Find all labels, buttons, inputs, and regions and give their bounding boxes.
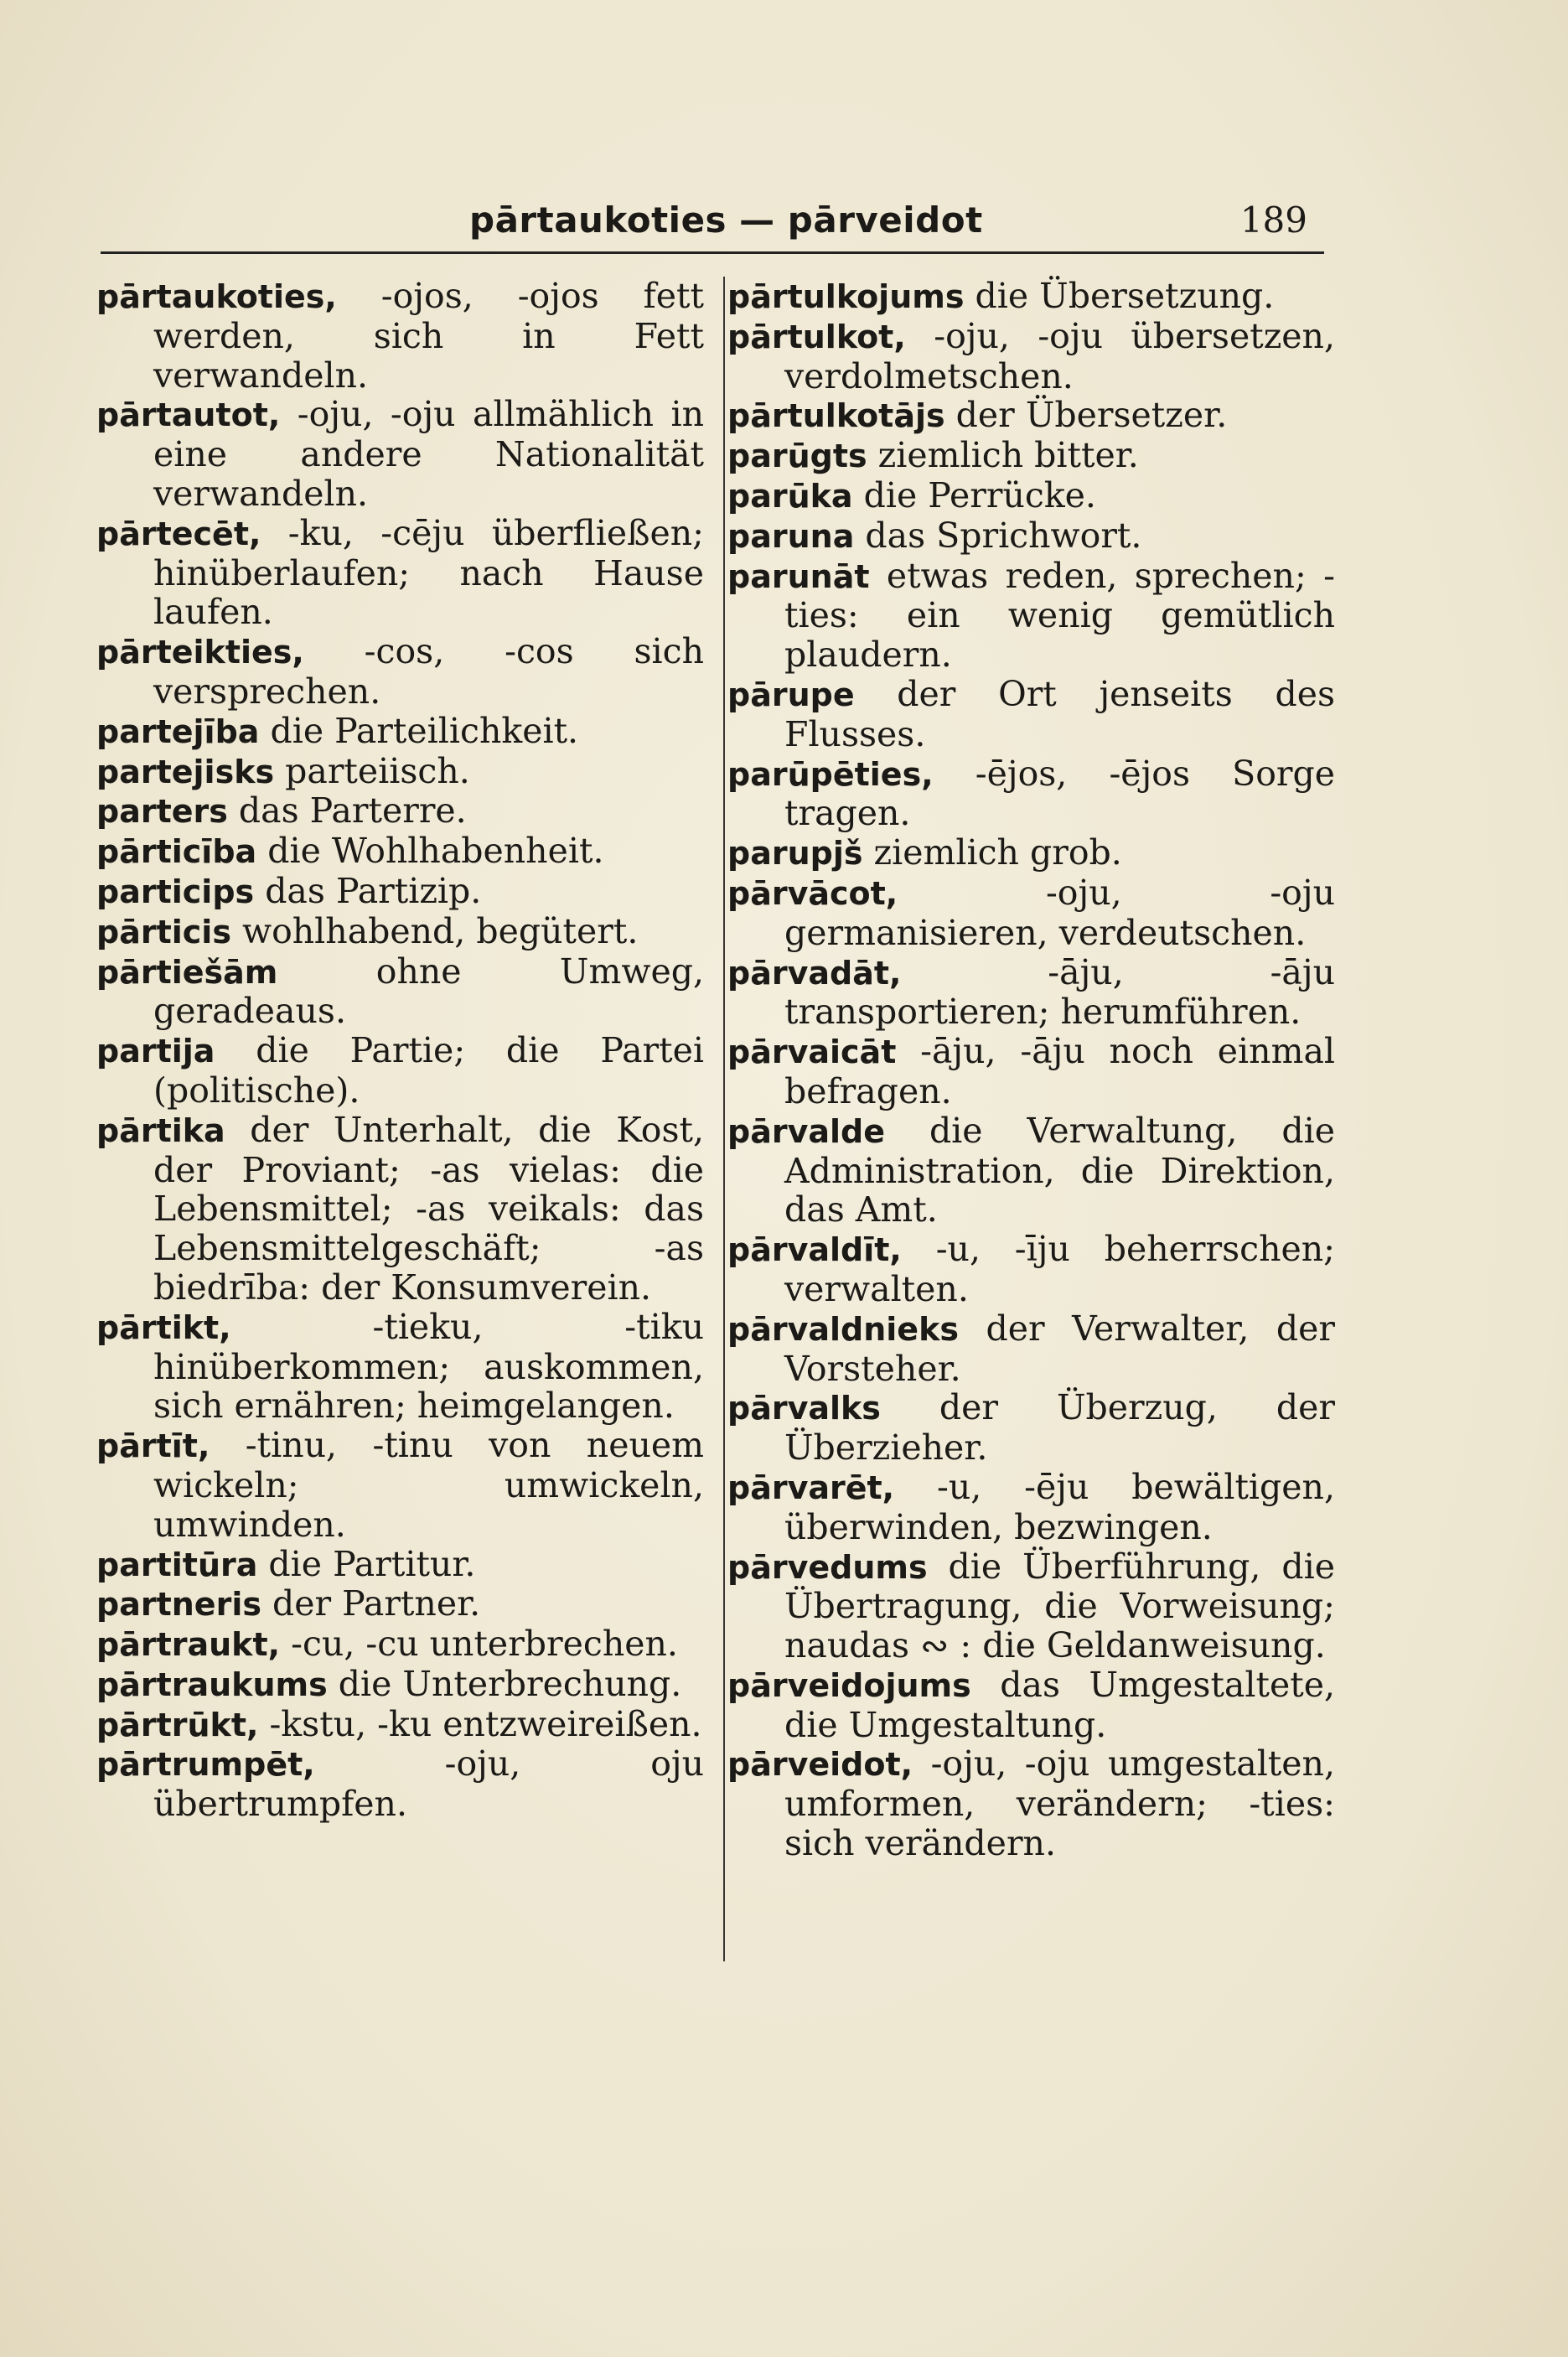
entry-headword: pārtikt,: [96, 1308, 231, 1346]
entry-definition: -cu, -cu unterbrechen.: [280, 1624, 678, 1665]
entry-definition: das Parterre.: [227, 790, 467, 831]
dictionary-entry: [96, 1665, 704, 1705]
entry-definition: der Übersetzer.: [944, 395, 1228, 436]
entry-definition: der Verwalter, der Vorsteher.: [784, 1308, 1335, 1389]
dictionary-entry: [96, 1031, 704, 1111]
dictionary-entry: [727, 675, 1335, 754]
dictionary-entry: [727, 1665, 1335, 1745]
entry-definition: -oju, -oju umgestalten, umformen, verändern; -ties: sich verändern.: [784, 1743, 1335, 1864]
left-column: [96, 277, 704, 1824]
entry-headword: parūpēties,: [727, 755, 934, 793]
entry-definition: parteiisch.: [274, 750, 470, 791]
entry-headword: pārtecēt,: [96, 515, 261, 552]
entry-headword: partitūra: [96, 1546, 258, 1583]
entry-headword: pārvācot,: [727, 874, 898, 912]
entry-definition: -āju, -āju noch einmal befragen.: [784, 1031, 1335, 1111]
entry-headword: pārvedums: [727, 1548, 928, 1586]
running-header: [101, 199, 1324, 250]
entry-headword: pārticība: [96, 833, 257, 871]
dictionary-entry: [727, 1468, 1335, 1547]
entry-definition: der Überzug, der Überzieher.: [784, 1387, 1335, 1469]
entry-definition: der Unterhalt, die Kost, der Proviant; -as vielas: die Lebensmittel; -as veikals: das Lebensmittelgeschäft; -as biedrība: der Konsumverein.: [153, 1109, 704, 1308]
dictionary-entry: [727, 1111, 1335, 1230]
entry-headword: pārvalde: [727, 1112, 885, 1150]
dictionary-entry: [727, 754, 1335, 834]
entry-definition: die Partie; die Partei (politische).: [153, 1030, 704, 1111]
right-column: [727, 277, 1335, 1863]
entry-headword: pārvaldnieks: [727, 1310, 959, 1348]
entry-headword: pārteikties,: [96, 634, 304, 671]
dictionary-entry: [96, 1545, 704, 1585]
dictionary-entry: [727, 516, 1335, 557]
entry-headword: pārvalks: [727, 1390, 881, 1427]
entry-headword: pārtautot,: [96, 396, 281, 434]
dictionary-entry: [727, 1388, 1335, 1468]
entry-headword: pārticis: [96, 913, 231, 951]
entry-definition: ohne Umweg, geradeaus.: [153, 951, 704, 1032]
entry-headword: pārtiešām: [96, 953, 278, 991]
entry-definition: -oju, -oju übersetzen, verdolmetschen.: [784, 315, 1335, 396]
dictionary-entry: [96, 632, 704, 712]
dictionary-entry: [727, 1744, 1335, 1862]
entry-headword: pārtulkojums: [727, 278, 965, 315]
entry-definition: -āju, -āju transportieren; herumführen.: [784, 951, 1335, 1033]
dictionary-entry: [96, 952, 704, 1032]
dictionary-entry: [96, 395, 704, 513]
dictionary-entry: [96, 1308, 704, 1426]
entry-headword: pārtraukums: [96, 1665, 328, 1703]
entry-headword: paruna: [727, 517, 855, 555]
entry-definition: wohlhabend, begütert.: [230, 910, 639, 951]
entry-headword: pārvaicāt: [727, 1033, 897, 1071]
entry-definition: -oju, oju übertrumpfen.: [153, 1743, 704, 1825]
column-divider: [723, 277, 725, 1961]
entry-definition: -tieku, -tiku hinüberkommen; auskommen, sich ernähren; heimgelangen.: [153, 1306, 704, 1427]
dictionary-entry: [727, 873, 1335, 953]
page-number: 189: [1239, 199, 1307, 241]
entry-definition: -ku, -cēju überfließen; hinüberlaufen; nach Hause laufen.: [153, 512, 704, 633]
entry-definition: der Partner.: [261, 1583, 481, 1624]
entry-definition: die Partitur.: [257, 1543, 476, 1584]
dictionary-entry: [96, 872, 704, 912]
header-rule: [101, 251, 1324, 254]
entry-headword: pārvadāt,: [727, 954, 902, 992]
entry-definition: ziemlich bitter.: [867, 435, 1139, 476]
entry-definition: die Wohlhabenheit.: [256, 831, 604, 872]
dictionary-entry: [96, 277, 704, 395]
entry-headword: parūka: [727, 477, 853, 515]
entry-definition: das Sprichwort.: [854, 515, 1142, 556]
entry-definition: -ējos, -ējos Sorge tragen.: [784, 753, 1335, 834]
entry-headword: parunāt: [727, 557, 870, 595]
entry-headword: pārtulkot,: [727, 318, 906, 355]
entry-definition: die Parteilichkeit.: [259, 710, 579, 751]
dictionary-entry: [96, 712, 704, 752]
entry-headword: pārvarēt,: [727, 1469, 895, 1506]
entry-headword: parupjš: [727, 835, 863, 873]
entry-definition: -cos, -cos sich versprechen.: [153, 631, 704, 712]
entry-definition: -oju, -oju germanisieren, verdeutschen.: [784, 872, 1335, 953]
entry-headword: partejisks: [96, 753, 275, 790]
entry-definition: -u, -īju beherrschen; verwalten.: [784, 1229, 1335, 1309]
entry-headword: parūgts: [727, 438, 867, 475]
entry-definition: die Perrücke.: [852, 474, 1096, 515]
entry-definition: ziemlich grob.: [862, 832, 1122, 873]
dictionary-entry: [727, 436, 1335, 476]
dictionary-entry: [96, 1705, 704, 1745]
entry-definition: die Unterbrechung.: [327, 1663, 682, 1704]
entry-headword: pārvaldīt,: [727, 1231, 902, 1269]
entry-headword: pārtrūkt,: [96, 1706, 259, 1743]
entry-headword: pārveidojums: [727, 1666, 971, 1704]
dictionary-entry: [96, 1624, 704, 1665]
entry-definition: die Verwaltung, die Administration, die Direktion, das Amt.: [784, 1110, 1335, 1230]
dictionary-entry: [727, 833, 1335, 873]
entry-headword: partejība: [96, 712, 260, 750]
dictionary-entry: [727, 1547, 1335, 1665]
dictionary-entry: [727, 476, 1335, 516]
entry-headword: pārveidot,: [727, 1746, 913, 1784]
entry-definition: die Übersetzung.: [964, 276, 1275, 316]
dictionary-entry: [727, 953, 1335, 1033]
header-title: pārtaukoties — pārveidot: [469, 199, 983, 241]
entry-definition: das Umgestaltete, die Umgestaltung.: [784, 1664, 1335, 1745]
dictionary-entry: [96, 1426, 704, 1544]
dictionary-entry: [727, 277, 1335, 317]
dictionary-entry: [96, 791, 704, 831]
entry-definition: -u, -ēju bewältigen, überwinden, bezwingen.: [784, 1466, 1335, 1547]
entry-definition: -ojos, -ojos fett werden, sich in Fett verwandeln.: [153, 276, 704, 396]
entry-headword: pārupe: [727, 676, 855, 713]
entry-definition: der Ort jenseits des Flusses.: [784, 673, 1335, 754]
entry-definition: -tinu, -tinu von neuem wickeln; umwickeln, umwinden.: [153, 1425, 704, 1545]
entry-definition: etwas reden, sprechen; -ties: ein wenig gemütlich plaudern.: [784, 555, 1335, 676]
entry-headword: pārtīt,: [96, 1427, 210, 1465]
entry-headword: parters: [96, 793, 228, 831]
dictionary-entry: [96, 1744, 704, 1824]
entry-definition: -oju, -oju allmählich in eine andere Nationalität verwandeln.: [153, 394, 704, 514]
entry-headword: pārtaukoties,: [96, 278, 337, 315]
entry-headword: partija: [96, 1033, 215, 1070]
entry-definition: -kstu, -ku entzweireißen.: [258, 1703, 702, 1744]
entry-headword: pārtika: [96, 1111, 225, 1149]
dictionary-entry: [96, 831, 704, 872]
dictionary-entry: [96, 752, 704, 792]
dictionary-entry: [96, 1584, 704, 1624]
dictionary-entry: [727, 317, 1335, 396]
dictionary-entry: [727, 557, 1335, 675]
entry-headword: partneris: [96, 1586, 261, 1624]
entry-headword: pārtraukt,: [96, 1626, 281, 1664]
entry-headword: particips: [96, 873, 255, 910]
entry-headword: pārtrumpēt,: [96, 1746, 315, 1784]
dictionary-entry: [727, 1032, 1335, 1111]
entry-headword: pārtulkotājs: [727, 397, 945, 435]
dictionary-entry: [96, 514, 704, 632]
dictionary-entry: [96, 1111, 704, 1308]
entry-definition: die Überführung, die Übertragung, die Vorweisung; naudas ∾ : die Geldanweisung.: [784, 1546, 1335, 1666]
entry-definition: das Partizip.: [254, 870, 482, 911]
dictionary-entry: [727, 1230, 1335, 1309]
dictionary-entry: [727, 396, 1335, 436]
dictionary-entry: [96, 912, 704, 952]
dictionary-entry: [727, 1309, 1335, 1389]
